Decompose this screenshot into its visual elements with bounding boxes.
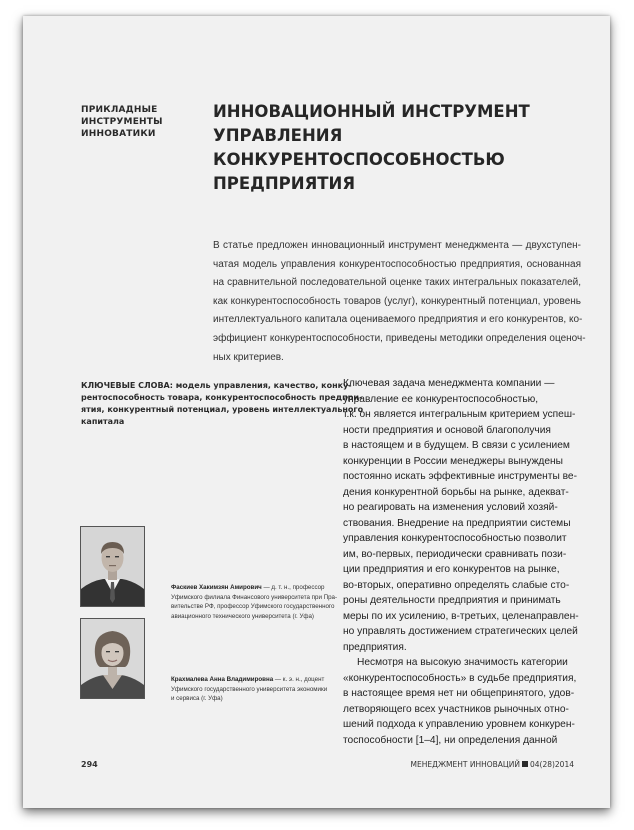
body-line: «конкурентоспособность» в судьбе предприятия, (343, 672, 577, 684)
author-1-credentials: — д. т. н., профессор (261, 584, 325, 591)
body-line: ствования. Внедрение на предприятии системы (343, 517, 571, 529)
article-title: ИННОВАЦИОННЫЙ ИНСТРУМЕНТ УПРАВЛЕНИЯ КОНКУРЕНТОСПОСОБНОСТЬЮ ПРЕДПРИЯТИЯ (213, 102, 530, 193)
author-2-name: Крахмалева Анна Владимировна (171, 676, 274, 683)
body-line: ности предприятия и основой благополучия (343, 424, 551, 436)
keywords-line: ятия, конкурентный потенциал, уровень интеллектуального (81, 405, 364, 414)
body-line: роны деятельности предприятия и принимать (343, 595, 561, 606)
body-line: во-вторых, оперативно определять слабые сто- (343, 579, 570, 591)
author-1-line: Уфимского филиала Финансового университета при Пра- (171, 593, 338, 601)
body-line: шений подхода к управлению уровнем конкурен- (343, 719, 575, 730)
body-line: меры по их усилению, в-третьих, целенаправлен- (343, 610, 579, 622)
keywords-line: капитала (81, 417, 125, 426)
author-1-line: авиационного технического университета (г. Уфа) (171, 612, 314, 620)
journal-page (23, 16, 610, 808)
body-line: им, во-первых, периодически сравнивать пози- (343, 548, 567, 560)
abstract (213, 237, 586, 367)
keywords-line: КЛЮЧЕВЫЕ СЛОВА: модель управления, качество, конку- (81, 381, 352, 390)
body-line: постоянно искать эффективные инструменты ве- (343, 471, 577, 482)
body-line: конкуренции в России менеджеры вынуждены (343, 455, 563, 467)
abstract-line: интеллектуального капитала оцениваемого предприятия и его конкурентов, ко- (213, 314, 583, 326)
body-line: т.к. он является интегральным критерием успеш- (343, 409, 576, 420)
author-1-line: вительстве РФ, профессор Уфимского государственного (171, 603, 335, 610)
body-line: в настоящем и в будущем. В связи с усилением (343, 440, 570, 451)
article-body (343, 376, 601, 748)
page-number: 294 (81, 760, 98, 769)
abstract-line: ных критериев. (213, 351, 284, 363)
abstract-line: как конкурентоспособность товаров (услуг), конкурентный потенциал, уровень (213, 295, 581, 307)
body-line: летворяющего всех участников рыночных отно- (343, 703, 569, 715)
abstract-line: на сравнительной последовательной оценке таких интегральных показателей, (213, 277, 581, 289)
body-line: но реагировать на изменения условий хозяй- (343, 502, 558, 513)
author-2-line: Уфимского государственного университета экономики (171, 685, 328, 693)
body-line: управление ее конкурентоспособностью, (343, 393, 539, 405)
author-2-bio (171, 675, 341, 704)
body-line: Ключевая задача менеджмента компании — (343, 378, 555, 389)
body-line: тоспособности [1–4], ни определения данной (343, 734, 558, 746)
abstract-line: В статье предложен инновационный инструмент менеджмента — двухступен- (213, 240, 581, 251)
abstract-line: эффициент конкурентоспособности, приведены методики определения оценоч- (213, 332, 586, 344)
body-line: Несмотря на высокую значимость категории (357, 657, 568, 668)
author-2-line: и сервиса (г. Уфа) (171, 695, 223, 702)
running-footer (411, 760, 574, 769)
body-line: дения конкурентной борьбы на рынке, адекват- (343, 486, 569, 498)
author-photo (80, 618, 145, 699)
author-1-bio (171, 583, 341, 621)
body-line: но управлять достижением стратегических целей (343, 626, 578, 637)
journal-name: МЕНЕДЖМЕНТ ИННОВАЦИЙ (410, 760, 520, 769)
keywords (81, 380, 364, 428)
abstract-line: чатая модель управления конкурентоспособностью предприятия, основанная (213, 258, 581, 270)
author-2-credentials: — к. э. н., доцент (273, 676, 325, 683)
section-rubric: ПРИКЛАДНЫЕ ИНСТРУМЕНТЫ ИННОВАТИКИ (81, 105, 163, 139)
square-separator-icon (522, 761, 528, 767)
author-photo (80, 526, 145, 607)
keywords-line: рентоспособность товара, конкурентоспособность предпри- (81, 393, 363, 402)
body-line: управления конкурентоспособностью позволит (343, 533, 567, 544)
body-line: в настоящее время нет ни общепринятого, удов- (343, 688, 575, 699)
body-line: предприятия. (343, 641, 407, 653)
body-line: ции предприятия и его конкурентов на рынке, (343, 564, 560, 575)
author-1-name: Фаскиев Хакимзян Амирович (171, 584, 262, 591)
issue-number: 04(28)2014 (529, 760, 574, 769)
